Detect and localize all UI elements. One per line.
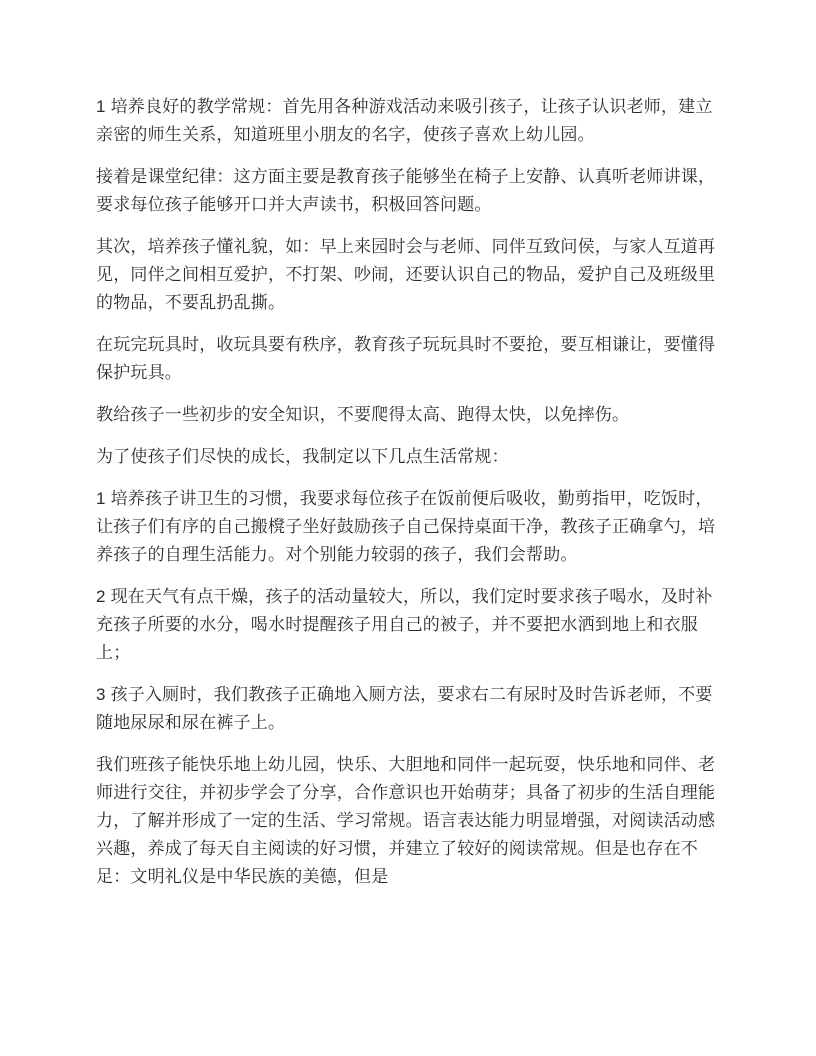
paragraph: 1 培养孩子讲卫生的习惯，我要求每位孩子在饭前便后吸收，勤剪指甲，吃饭时，让孩子们有序的自己搬櫈子坐好鼓励孩子自己保持桌面干净，教孩子正确拿勺，培养孩子的自理生活能力。对个别能力较弱的孩子，我们会帮助。 xyxy=(96,489,716,564)
paragraph: 教给孩子一些初步的安全知识，不要爬得太高、跑得太快，以免摔伤。 xyxy=(96,405,630,424)
document-body xyxy=(96,93,720,891)
paragraph: 接着是课堂纪律：这方面主要是教育孩子能够坐在椅子上安静、认真听老师讲课，要求每位孩子能够开口并大声读书，积极回答问题。 xyxy=(96,167,716,214)
paragraph: 2 现在天气有点干燥，孩子的活动量较大，所以，我们定时要求孩子喝水，及时补充孩子所要的水分，喝水时提醒孩子用自己的被子，并不要把水洒到地上和衣服上； xyxy=(96,587,713,662)
paragraph: 3 孩子入厕时，我们教孩子正确地入厕方法，要求右二有尿时及时告诉老师，不要随地尿尿和尿在裤子上。 xyxy=(96,685,713,732)
paragraph: 在玩完玩具时，收玩具要有秩序，教育孩子玩玩具时不要抢，要互相谦让，要懂得保护玩具。 xyxy=(96,335,716,382)
paragraph: 我们班孩子能快乐地上幼儿园，快乐、大胆地和同伴一起玩耍，快乐地和同伴、老师进行交往，并初步学会了分享，合作意识也开始萌芽；具备了初步的生活自理能力，了解并形成了一定的生活、学习常规。语言表达能力明显增强，对阅读活动感兴趣，养成了每天自主阅读的好习惯，并建立了较好的阅读常规。但是也存在不足：文明礼仪是中华民族的美德，但是 xyxy=(96,755,716,886)
paragraph: 1 培养良好的教学常规：首先用各种游戏活动来吸引孩子，让孩子认识老师，建立亲密的师生关系，知道班里小朋友的名字，使孩子喜欢上幼儿园。 xyxy=(96,97,713,144)
paragraph: 其次，培养孩子懂礼貌，如：早上来园时会与老师、同伴互致问侯，与家人互道再见，同伴之间相互爱护，不打架、吵闹，还要认识自己的物品，爱护自己及班级里的物品，不要乱扔乱撕。 xyxy=(96,237,716,312)
paragraph: 为了使孩子们尽快的成长，我制定以下几点生活常规： xyxy=(96,447,509,466)
